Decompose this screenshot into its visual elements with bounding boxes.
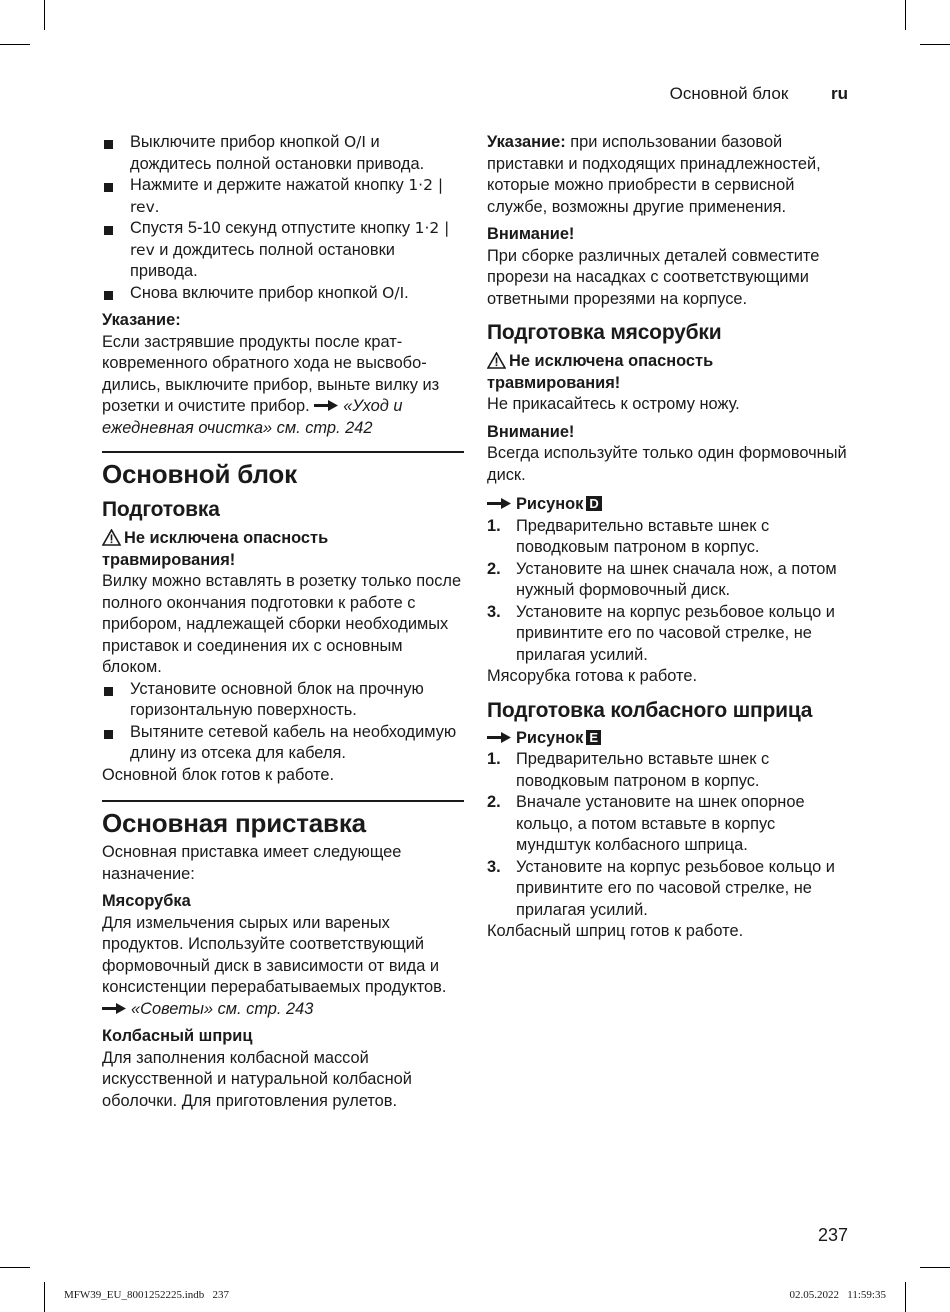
left-column — [102, 132, 464, 1112]
reverse-button-label: 1·2 | rev — [130, 219, 450, 259]
attention-title: Внимание! — [487, 422, 575, 441]
paragraph: При сборке различных деталей совместите прорези на насадках с соответствующими ответными прорезями на корпусе. — [487, 246, 820, 308]
cross-reference: «Уход и ежедневная очистка» см. стр. 242 — [102, 397, 403, 437]
note-text: Если застрявшие продукты после кратковременного обратного хода не высвободились, выключите прибор, выньте вилку из розетки и очистите прибор. «Уход и ежедневная очистка» см. стр. 242 — [102, 332, 440, 437]
figure-letter: E — [586, 730, 601, 745]
running-head-lang: ru — [831, 84, 848, 103]
list-item: 2. Вначале установите на шнек опорное кольцо, а потом вставьте в корпус мундштук колбасного шприца. — [487, 793, 805, 854]
crop-mark — [44, 1282, 45, 1312]
note-title: Указание: — [487, 133, 566, 151]
figure-reference: Рисунок E — [487, 728, 849, 750]
warning-triangle-icon — [102, 529, 121, 546]
paragraph: Не прикасайтесь к острому ножу. — [487, 395, 740, 413]
arrow-right-icon — [314, 400, 338, 411]
attention-title: Внимание! — [487, 225, 575, 243]
list-item: 1. Предварительно вставьте шнек с поводковым патроном в корпус. — [487, 750, 770, 790]
figure-reference: Рисунок D — [487, 494, 849, 516]
sausage-steps-list — [487, 749, 849, 921]
running-head — [670, 84, 848, 104]
paragraph: Основной блок готов к работе. — [102, 765, 335, 784]
crop-mark — [905, 1282, 906, 1312]
running-head-section: Основной блок — [669, 84, 789, 103]
subheading: Колбасный шприц — [102, 1027, 253, 1045]
list-item: Снова включите прибор кнопкой O/I. — [102, 283, 464, 305]
cross-reference: «Советы» см. стр. 243 — [131, 999, 314, 1018]
crop-mark — [0, 1267, 30, 1268]
list-item: Нажмите и держите нажатой кнопку 1·2 | rev. — [102, 175, 464, 218]
list-item: Выключите прибор кнопкой O/I и дождитесь полной остановки привода. — [102, 132, 464, 175]
crop-mark — [44, 0, 45, 30]
power-button-label: O/I — [382, 283, 405, 302]
print-slug-date: 02.05.2022 11:59:35 — [789, 1289, 886, 1301]
crop-mark — [0, 44, 30, 45]
subsection-heading: Подготовка — [102, 498, 220, 521]
mincer-steps-list — [487, 516, 849, 667]
paragraph: Всегда используйте только один формовочный диск. — [487, 444, 847, 484]
paragraph: Колбасный шприц готов к работе. — [487, 922, 744, 940]
list-item: 3. Установите на корпус резьбовое кольцо и привинтите его по часовой стрелке, не прилагая усилий. — [487, 602, 835, 664]
arrow-right-icon — [102, 1003, 126, 1014]
power-button-label: O/I — [343, 133, 366, 151]
crop-mark — [905, 0, 906, 30]
arrow-right-icon — [487, 732, 511, 743]
paragraph: Мясорубка готова к работе. — [487, 667, 698, 685]
section-heading: Основная приставка — [102, 800, 464, 838]
subsection-heading: Подготовка колбасного шприца — [487, 698, 813, 722]
prep-list — [102, 679, 464, 765]
list-item: Установите основной блок на прочную горизонтальную поверхность. — [102, 679, 464, 722]
crop-mark — [920, 1267, 950, 1268]
arrow-right-icon — [487, 498, 511, 509]
note-title: Указание: — [102, 311, 181, 329]
section-heading: Основной блок — [102, 451, 464, 489]
right-column — [487, 132, 849, 943]
subsection-heading: Подготовка мясорубки — [487, 321, 722, 344]
subheading: Мясорубка — [102, 892, 191, 910]
reverse-button-label: 1·2 | rev — [130, 176, 444, 216]
figure-letter: D — [586, 496, 601, 511]
warning-triangle-icon — [487, 352, 506, 369]
list-item: Вытяните сетевой кабель на необходимую длину из отсека для кабеля. — [102, 722, 464, 765]
paragraph: Для измельчения сырых или вареных продуктов. Используйте соответствующий формовочный диск в зависимости от вида и консистенции перерабатываемых продуктов. «Советы» см. стр. 243 — [102, 913, 447, 1018]
list-item: 2. Установите на шнек сначала нож, а потом нужный формовочный диск. — [487, 559, 837, 599]
page-number: 237 — [817, 1225, 848, 1245]
list-item: 1. Предварительно вставьте шнек с поводковым патроном в корпус. — [487, 516, 770, 556]
note: Указание: при использовании базовой приставки и подходящих принадлежностей, которые можно приобрести в сервисной службе, возможны другие применения. — [487, 133, 821, 216]
list-item: Спустя 5-10 секунд отпустите кнопку 1·2 | rev и дождитесь полной остановки привода. — [102, 218, 464, 283]
warning: Не исключена опасность травмирования! — [487, 352, 714, 392]
warning: Не исключена опасность травмирования! — [102, 529, 329, 569]
paragraph: Вилку можно вставлять в розетку только после полного окончания подготовки к работе с прибором, надлежащей сборки необходимых приставок и соединения их с основным блоком. — [102, 572, 462, 676]
print-slug-file: MFW39_EU_8001252225.indb 237 — [64, 1289, 229, 1301]
paragraph: Для заполнения колбасной массой искусственной и натуральной колбасной оболочки. Для приготовления рулетов. — [102, 1048, 412, 1110]
crop-mark — [920, 44, 950, 45]
reverse-steps-list — [102, 132, 464, 304]
paragraph: Основная приставка имеет следующее назначение: — [102, 843, 402, 883]
list-item: 3. Установите на корпус резьбовое кольцо и привинтите его по часовой стрелке, не прилагая усилий. — [487, 857, 835, 919]
